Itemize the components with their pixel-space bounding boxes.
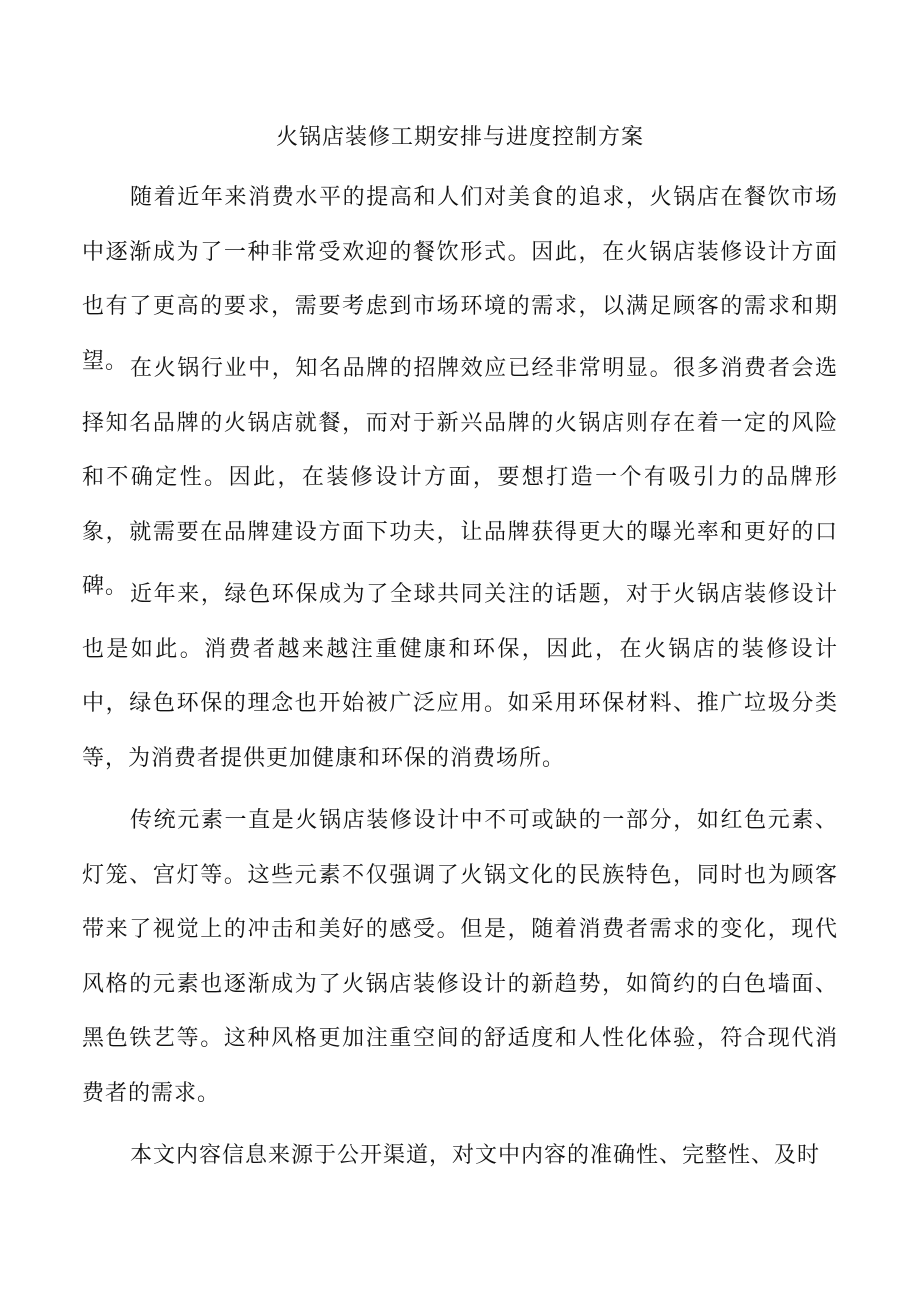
paragraph-green-environment: 近年来，绿色环保成为了全球共同关注的话题，对于火锅店装修设计也是如此。消费者越来越注重健康和环保，因此，在火锅店的装修设计中，绿色环保的理念也开始被广泛应用。如采用环保材料、推广垃圾分类等，为消费者提供更加健康和环保的消费场所。 (82, 582, 838, 771)
paragraph-design-style: 传统元素一直是火锅店装修设计中不可或缺的一部分，如红色元素、灯笼、宫灯等。这些元素不仅强调了火锅文化的民族特色，同时也为顾客带来了视觉上的冲击和美好的感受。但是，随着消费者需求的变化，现代风格的元素也逐渐成为了火锅店装修设计的新趋势，如简约的白色墙面、黑色铁艺等。这种风格更加注重空间的舒适度和人性化体验，符合现代消费者的需求。 (82, 808, 838, 1106)
document-title: 火锅店装修工期安排与进度控制方案 (275, 125, 644, 150)
paragraph-disclaimer: 本文内容信息来源于公开渠道，对文中内容的准确性、完整性、及时 (130, 1143, 821, 1168)
paragraph-brand-building: 在火锅行业中，知名品牌的招牌效应已经非常明显。很多消费者会选择知名品牌的火锅店就餐，而对于新兴品牌的火锅店则存在着一定的风险和不确定性。因此，在装修设计方面，要想打造一个有吸引力的品牌形象，就需要在品牌建设方面下功夫，让品牌获得更大的曝光率和更好的口碑。 (82, 356, 838, 599)
paragraph-market-demand: 随着近年来消费水平的提高和人们对美食的追求，火锅店在餐饮市场中逐渐成为了一种非常受欢迎的餐饮形式。因此，在火锅店装修设计方面也有了更高的要求，需要考虑到市场环境的需求，以满足顾客的需求和期望。 (82, 185, 838, 374)
